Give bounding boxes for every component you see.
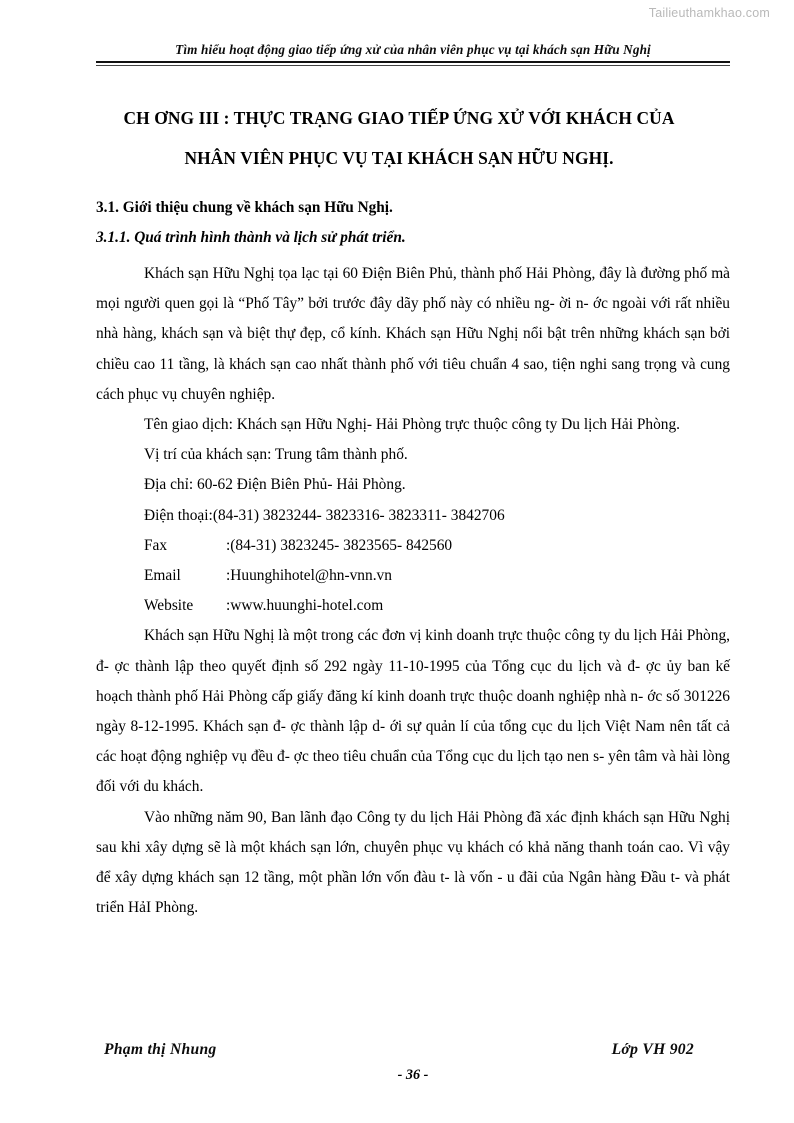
contact-website-value: :www.huunghi-hotel.com <box>226 597 384 615</box>
document-body <box>96 192 730 923</box>
contact-details-list <box>96 440 730 531</box>
footer-class-label: Lớp VH 902 <box>611 1041 694 1058</box>
contact-email-label: Email <box>144 567 181 585</box>
contact-location: Vị trí của khách sạn: Trung tâm thành phố. <box>144 446 408 464</box>
contact-email-row <box>96 561 730 591</box>
footer-author-name: Phạm thị Nhung <box>104 1041 217 1058</box>
running-header-title: Tìm hiểu hoạt động giao tiếp ứng xử của nhân viên phục vụ tại khách sạn Hữu Nghị <box>175 42 651 57</box>
paragraph-trade-name: Tên giao dịch: Khách sạn Hữu Nghị- Hải Phòng trực thuộc công ty Du lịch Hải Phòng. <box>144 416 681 434</box>
running-header <box>96 42 730 66</box>
paragraph-intro: Khách sạn Hữu Nghị tọa lạc tại 60 Điện Biên Phủ, thành phố Hải Phòng, đây là đường phố mà mọi người quen gọi là “Phố Tây” bởi trước đây dãy phố này có nhiều ng- ời n- ớc ngoài với rất nhiều nhà hàng, khách sạn và biệt thự đẹp, cổ kính. Khách sạn Hữu Nghị nổi bật trên những khách sạn bởi chiều cao 11 tầng, là khách sạn cao nhất thành phố với tiêu chuẩn 4 sao, tiện nghi sang trọng và cung cách phục vụ chuyên nghiệp. <box>96 265 730 403</box>
contact-fax-row <box>96 531 730 561</box>
chapter-title-line-2: NHÂN VIÊN PHỤC VỤ TẠI KHÁCH SẠN HỮU NGHỊ. <box>184 147 614 168</box>
page-number: - 36 - <box>397 1067 429 1083</box>
paragraph-establishment: Khách sạn Hữu Nghị là một trong các đơn vị kinh doanh trực thuộc công ty du lịch Hải Phòng, đ- ợc thành lập theo quyết định số 292 ngày 11-10-1995 của Tổng cục du lịch và đ- ợc ủy ban kế hoạch thành phố Hải Phòng cấp giấy đăng kí kinh doanh trực thuộc doanh nghiệp nhà n- ớc số 301226 ngày 8-12-1995. Khách sạn đ- ợc thành lập d- ới sự quản lí của tổng cục du lịch Việt Nam nên tất cả các hoạt động nghiệp vụ đều đ- ợc theo tiêu chuẩn của Tổng cục du lịch tạo nen s- yên tâm và hài lòng đối với du khách. <box>96 627 730 796</box>
heading-3-1-1: 3.1.1. Quá trình hình thành và lịch sử phát triển. <box>96 229 406 246</box>
contact-phone: Điện thoại:(84-31) 3823244- 3823316- 3823311- 3842706 <box>144 506 505 524</box>
watermark-text: Tailieuthamkhao.com <box>648 6 770 20</box>
contact-website-label: Website <box>144 597 194 615</box>
page-title <box>88 98 710 178</box>
chapter-title-line-1: CH ƠNG III : THỰC TRẠNG GIAO TIẾP ỨNG XỬ VỚI KHÁCH CỦA <box>123 107 675 128</box>
page-footer <box>96 1041 730 1097</box>
contact-fax-label: Fax <box>144 536 168 554</box>
paragraph-1990s: Vào những năm 90, Ban lãnh đạo Công ty du lịch Hải Phòng đã xác định khách sạn Hữu Nghị sau khi xây dựng sẽ là một khách sạn lớn, chuyên phục vụ khách có khả năng thanh toán cao. Vì vậy để xây dựng khách sạn 12 tầng, một phần lớn vốn đàu t- là vốn - u đãi của Ngân hàng Đầu t- và phát triển HảI Phòng. <box>96 808 730 917</box>
contact-address: Địa chỉ: 60-62 Điện Biên Phủ- Hải Phòng. <box>144 476 406 494</box>
heading-3-1: 3.1. Giới thiệu chung về khách sạn Hữu Nghị. <box>96 199 393 216</box>
header-rule-thin <box>96 65 730 66</box>
contact-fax-value: :(84-31) 3823245- 3823565- 842560 <box>226 536 453 554</box>
contact-website-row <box>96 591 730 621</box>
footer-row <box>96 1041 730 1065</box>
contact-email-value: :Huunghihotel@hn-vnn.vn <box>226 567 392 585</box>
header-rule-thick <box>96 61 730 63</box>
